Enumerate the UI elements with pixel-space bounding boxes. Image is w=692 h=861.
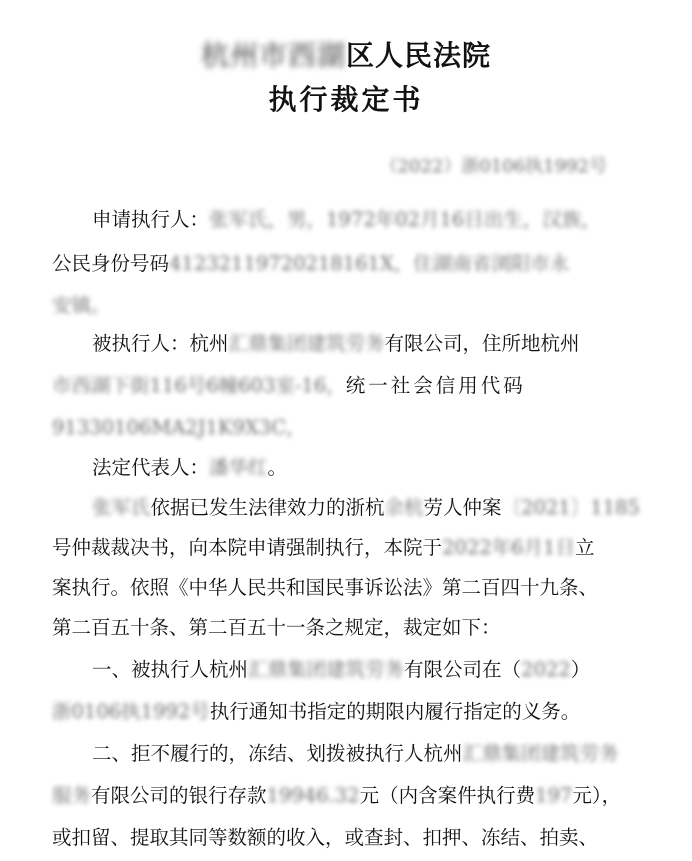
credit-code-label: 统一社会信用代码 bbox=[345, 374, 526, 397]
id-number-line bbox=[52, 250, 652, 278]
ruling-2-company-suffix-redacted: 服务 bbox=[52, 784, 92, 807]
execution-fee-redacted: 197 bbox=[535, 784, 573, 807]
legal-rep-label: 法定代表人： bbox=[92, 456, 210, 479]
ruling-1-caseno-redacted: 浙0106执1992号 bbox=[52, 700, 210, 723]
ruling-1-company-redacted: 汇鼎集团建筑劳务 bbox=[248, 658, 405, 681]
respondent-line bbox=[92, 330, 652, 358]
ruling-1-text-c: ） bbox=[570, 658, 591, 681]
applicant-redacted: 张军氏 bbox=[92, 496, 151, 519]
ruling-2-text-c: 元（内含案件执行费 bbox=[359, 784, 536, 807]
court-name-redacted: 杭州市西湖 bbox=[200, 39, 346, 72]
arbitration-place-redacted: 余杭 bbox=[384, 496, 424, 519]
ruling-2-text-b: 有限公司的银行存款 bbox=[91, 784, 267, 807]
applicant-line bbox=[92, 206, 652, 234]
basis-line-4: 第二百五十条、第二百五十一条之规定，裁定如下： bbox=[52, 616, 501, 639]
court-name bbox=[0, 34, 692, 74]
ruling-item-2-line-1 bbox=[92, 740, 652, 768]
id-number-redacted: 41232119720218161X，住湖南省浏阳市永 bbox=[169, 252, 570, 275]
court-name-visible: 区人民法院 bbox=[346, 39, 492, 72]
ruling-item-2-line-2 bbox=[52, 782, 652, 810]
applicant-label: 申请执行人： bbox=[92, 208, 210, 231]
credit-code-line bbox=[52, 414, 652, 442]
id-number-label: 公民身份号码 bbox=[52, 252, 170, 275]
basis-line-1 bbox=[92, 494, 652, 522]
basis-line-2 bbox=[52, 534, 652, 562]
address-line bbox=[52, 292, 652, 320]
respondent-address-redacted: 市西湖下街116号6幢603室-16， bbox=[52, 374, 346, 397]
respondent-address-line bbox=[52, 372, 652, 400]
respondent-name-redacted: 汇鼎集团建筑劳务 bbox=[228, 332, 385, 355]
ruling-2-text-a: 二、拒不履行的，冻结、划拨被执行人杭州 bbox=[92, 742, 463, 765]
ruling-2-company-redacted: 汇鼎集团建筑劳务 bbox=[462, 742, 619, 765]
basis-text-b: 劳人仲案 bbox=[423, 496, 502, 519]
filing-date-redacted: 2022年6月1日 bbox=[442, 536, 575, 559]
ruling-1-text-d: 执行通知书指定的期限内履行指定的义务。 bbox=[209, 700, 581, 723]
legal-rep-line bbox=[92, 454, 652, 482]
address-redacted: 安镇。 bbox=[52, 294, 111, 317]
ruling-item-1-line-1 bbox=[92, 656, 652, 684]
ruling-1-text-b: 有限公司在（ bbox=[404, 658, 522, 681]
basis-text-c: 号仲裁裁决书，向本院申请强制执行，本院于 bbox=[52, 536, 443, 559]
basis-line-3: 案执行。依照《中华人民共和国民事诉讼法》第二百四十九条、 bbox=[52, 576, 599, 599]
basis-text-a: 依据已发生法律效力的浙杭 bbox=[150, 496, 385, 519]
basis-text-d: 立 bbox=[574, 536, 595, 559]
legal-rep-redacted: 潘华红 bbox=[209, 456, 268, 479]
ruling-2-text-d: 元）， bbox=[572, 784, 622, 807]
ruling-1-text-a: 一、被执行人杭州 bbox=[92, 658, 249, 681]
deposit-amount-redacted: 19946.32 bbox=[266, 784, 360, 807]
ruling-item-2-line-3: 或扣留、提取其同等数额的收入，或查封、扣押、冻结、拍卖、 bbox=[52, 826, 599, 849]
ruling-1-year-redacted: 2022 bbox=[521, 658, 571, 681]
legal-rep-end: 。 bbox=[267, 456, 288, 479]
respondent-label: 被执行人：杭州 bbox=[92, 332, 229, 355]
document-type-title: 执行裁定书 bbox=[268, 83, 424, 116]
ruling-item-1-line-2 bbox=[52, 698, 652, 726]
arbitration-no-redacted: 〔2021〕1185 bbox=[501, 496, 640, 519]
credit-code-redacted: 91330106MA2J1K9X3C， bbox=[52, 416, 306, 439]
applicant-info-redacted: 张军氏，男，1972年02月16日出生，汉族， bbox=[209, 208, 601, 231]
respondent-text: 有限公司，住所地杭州 bbox=[384, 332, 580, 355]
case-number: （2022）浙0106执1992号 bbox=[379, 156, 607, 177]
